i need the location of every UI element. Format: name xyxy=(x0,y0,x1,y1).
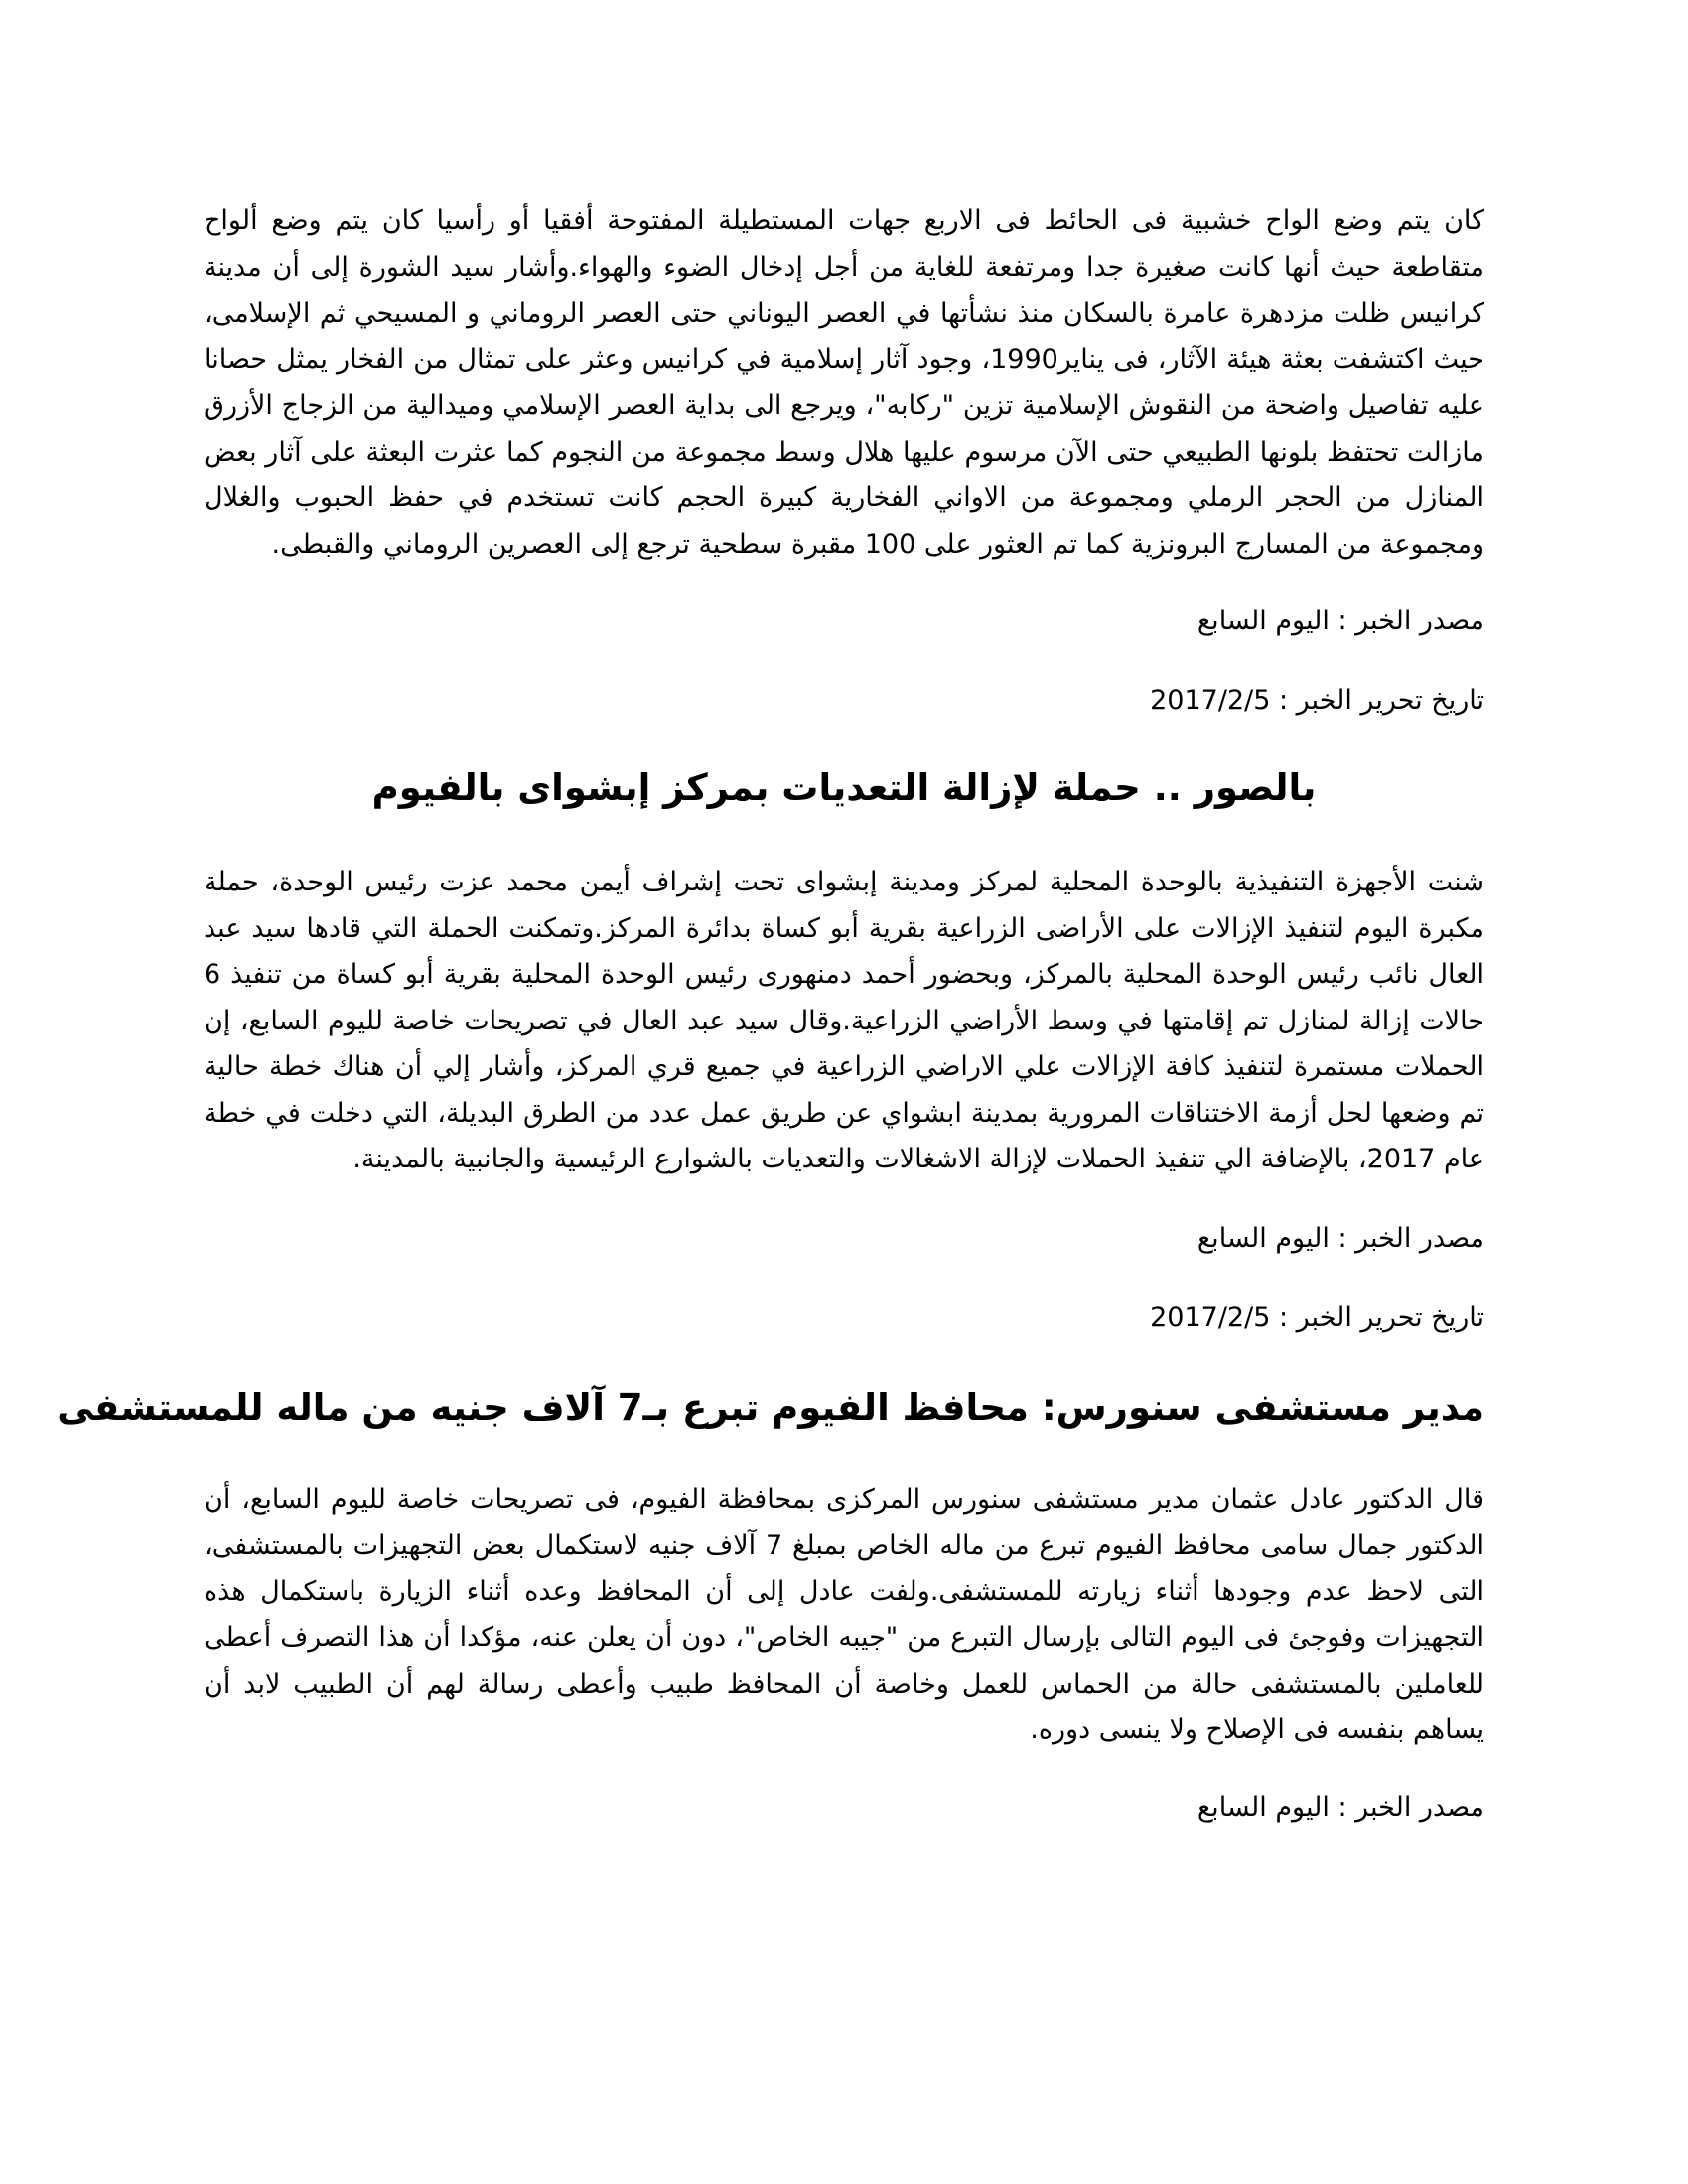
article-2-headline: بالصور .. حملة لإزالة التعديات بمركز إبشواى بالفيوم xyxy=(371,766,1317,809)
article-2-paragraph: شنت الأجهزة التنفيذية بالوحدة المحلية لمركز ومدينة إبشواى تحت إشراف أيمن محمد عزت رئيس الوحدة، حملة مكبرة اليوم لتنفيذ الإزالات على الأراضى الزراعية بقرية أبو كساة بدائرة المركز.وتمكنت الحملة التي قادها سيد عبد العال نائب رئيس الوحدة المحلية بالمركز، وبحضور أحمد دمنهورى رئيس الوحدة المحلية بقرية أبو كساة من تنفيذ 6 حالات إزالة لمنازل تم إقامتها في وسط الأراضي الزراعية.وقال سيد عبد العال في تصريحات خاصة لليوم السابع، إن الحملات مستمرة لتنفيذ كافة الإزالات علي الاراضي الزراعية في جميع قري المركز، وأشار إلي أن هناك خطة حالية تم وضعها لحل أزمة الاختناقات المرورية بمدينة ابشواي عن طريق عمل عدد من الطرق البديلة، التي دخلت في خطة عام 2017، بالإضافة الي تنفيذ الحملات لإزالة الاشغالات والتعديات بالشوارع الرئيسية والجانبية بالمدينة. xyxy=(204,867,1484,1174)
document-page xyxy=(57,199,1484,1828)
article-2-date: تاريخ تحرير الخبر : 2017/2/5 xyxy=(1150,1301,1484,1333)
article-1-date: تاريخ تحرير الخبر : 2017/2/5 xyxy=(1150,685,1484,716)
article-1-paragraph: كان يتم وضع الواح خشبية فى الحائط فى الاربع جهات المستطيلة المفتوحة أفقيا أو رأسيا كان يتم وضع ألواح متقاطعة حيث أنها كانت صغيرة جدا ومرتفعة للغاية من أجل إدخال الضوء والهواء.وأشار سيد الشورة إلى أن مدينة كرانيس ظلت مزدهرة عامرة بالسكان منذ نشأتها في العصر اليوناني حتى العصر الروماني و المسيحي ثم الإسلامى، حيث اكتشفت بعثة هيئة الآثار، فى يناير1990، وجود آثار إسلامية في كرانيس وعثر على تمثال من الفخار يمثل حصانا عليه تفاصيل واضحة من النقوش الإسلامية تزين "ركابه"، ويرجع الى بداية العصر الإسلامي وميدالية من الزجاج الأزرق مازالت تحتفظ بلونها الطبيعي حتى الآن مرسوم عليها هلال وسط مجموعة من النجوم كما عثرت البعثة على آثار بعض المنازل من الحجر الرملي ومجموعة من الاواني الفخارية كبيرة الحجم كانت تستخدم في حفظ الحبوب والغلال ومجموعة من المسارج البرونزية كما تم العثور على 100 مقبرة سطحية ترجع إلى العصرين الروماني والقبطى. xyxy=(204,205,1484,560)
article-2-source: مصدر الخبر : اليوم السابع xyxy=(1196,1222,1484,1254)
article-3-paragraph: قال الدكتور عادل عثمان مدير مستشفى سنورس المركزى بمحافظة الفيوم، فى تصريحات خاصة لليوم السابع، أن الدكتور جمال سامى محافظ الفيوم تبرع من ماله الخاص بمبلغ 7 آلاف جنيه لاستكمال بعض التجهيزات بالمستشفى، التى لاحظ عدم وجودها أثناء زيارته للمستشفى.ولفت عادل إلى أن المحافظ وعده أثناء الزيارة باستكمال هذه التجهيزات وفوجئ فى اليوم التالى بإرسال التبرع من "جيبه الخاص"، دون أن يعلن عنه، مؤكدا أن هذا التصرف أعطى للعاملين بالمستشفى حالة من الحماس للعمل وخاصة أن المحافظ طبيب وأعطى رسالة لهم أن الطبيب لابد أن يساهم بنفسه فى الإصلاح ولا ينسى دوره. xyxy=(204,1483,1484,1745)
article-1-source: مصدر الخبر : اليوم السابع xyxy=(1196,606,1484,636)
article-3-headline: مدير مستشفى سنورس: محافظ الفيوم تبرع بـ7 آلاف جنيه من ماله للمستشفى xyxy=(57,1385,1484,1429)
article-3-source: مصدر الخبر : اليوم السابع xyxy=(1196,1791,1484,1823)
